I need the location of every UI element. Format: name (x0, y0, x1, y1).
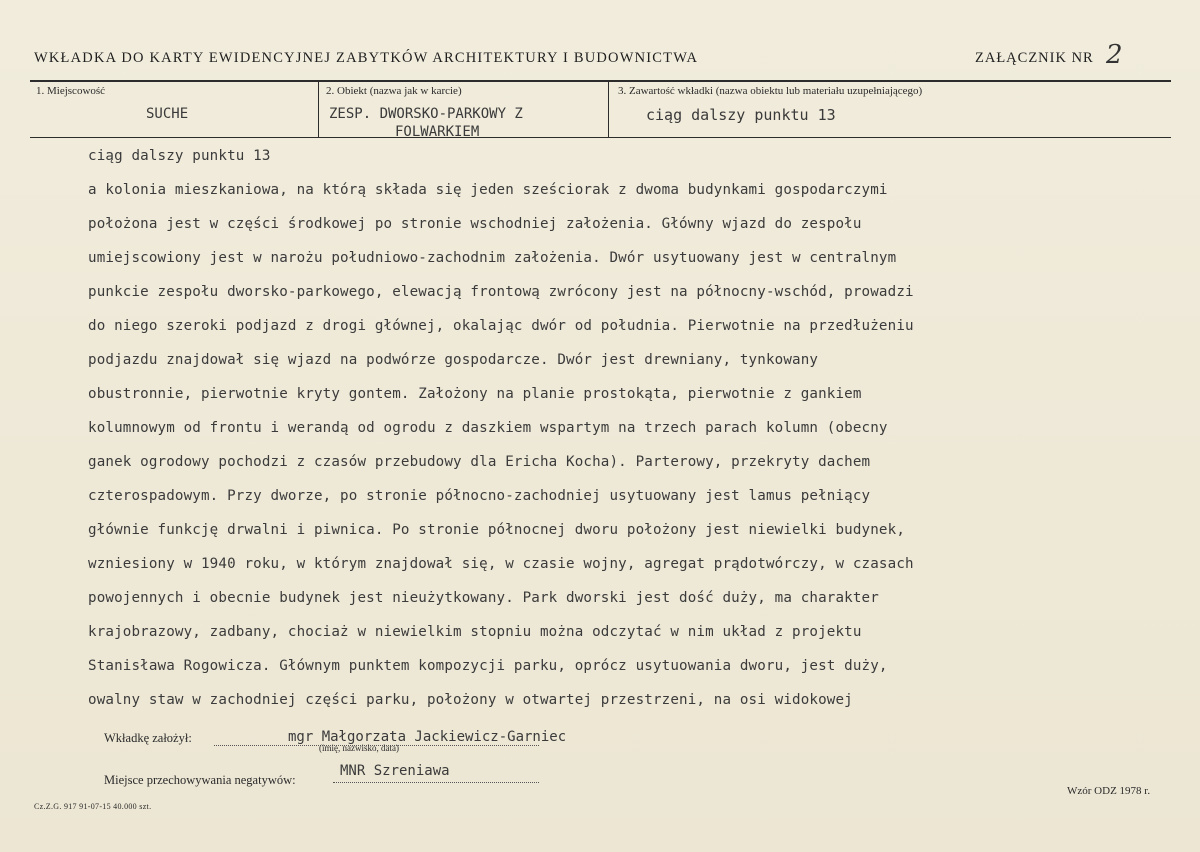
attachment-label: ZAŁĄCZNIK NR (975, 50, 1094, 66)
body-line: ganek ogrodowy pochodzi z czasów przebudowy dla Ericha Kocha). Parterowy, przekryty dachem (88, 454, 871, 470)
body-line: głównie funkcję drwalni i piwnica. Po stronie północnej dworu położony jest niewielki budynek, (88, 522, 906, 538)
body-line: wzniesiony w 1940 roku, w którym znajdował się, w czasie wojny, agregat prądotwórczy, w czasach (88, 556, 914, 572)
author-value: mgr Małgorzata Jackiewicz-Garniec (288, 729, 567, 745)
storage-value: MNR Szreniawa (340, 763, 450, 779)
body-line: Stanisława Rogowicza. Głównym punktem kompozycji parku, oprócz usytuowania dworu, jest duży, (88, 658, 888, 674)
place-value: SUCHE (146, 106, 189, 122)
body-line: umiejscowiony jest w narożu południowo-zachodnim założenia. Dwór usytuowany jest w centralnym (88, 250, 897, 266)
field-divider (318, 81, 319, 138)
author-hint: (imię, nazwisko, data) (319, 743, 399, 753)
storage-label: Miejsce przechowywania negatywów: (104, 773, 296, 787)
body-line: do niego szeroki podjazd z drogi głównej, okalając dwór od południa. Pierwotnie na przedłużeniu (88, 318, 914, 334)
body-line: krajobrazowy, zadbany, chociaż w niewielkim stopniu można odczytać w nim układ z projektu (88, 624, 862, 640)
attachment-number: 2 (1106, 40, 1123, 70)
content-label: 3. Zawartość wkładki (nazwa obiektu lub materiału uzupełniającego) (618, 85, 923, 97)
author-label: Wkładkę założył: (104, 731, 192, 745)
header-rule-bottom (30, 137, 1171, 138)
body-line: podjazdu znajdował się wjazd na podwórze gospodarcze. Dwór jest drewniany, tynkowany (88, 352, 819, 368)
place-label: 1. Miejscowość (36, 85, 106, 97)
body-line: ciąg dalszy punktu 13 (88, 148, 271, 164)
storage-dotted-line (333, 781, 539, 783)
body-line: a kolonia mieszkaniowa, na którą składa się jeden sześciorak z dwoma budynkami gospodarczymi (88, 182, 888, 198)
body-line: punkcie zespołu dworsko-parkowego, elewacją frontową zwrócony jest na północny-wschód, prowadzi (88, 284, 914, 300)
object-value-line1: ZESP. DWORSKO-PARKOWY Z (329, 106, 523, 122)
form-title: WKŁADKA DO KARTY EWIDENCYJNEJ ZABYTKÓW ARCHITEKTURY I BUDOWNICTWA (34, 50, 699, 66)
header-rule-top (30, 80, 1171, 82)
field-divider (608, 81, 609, 138)
object-label: 2. Obiekt (nazwa jak w karcie) (326, 85, 462, 97)
body-line: położona jest w części środkowej po stronie wschodniej założenia. Główny wjazd do zespołu (88, 216, 862, 232)
body-line: powojennych i obecnie budynek jest nieużytkowany. Park dworski jest dość duży, ma charakter (88, 590, 879, 606)
content-value: ciąg dalszy punktu 13 (646, 106, 836, 124)
print-info: Cz.Z.G. 917 91-07-15 40.000 szt. (34, 802, 152, 811)
body-line: czterospadowym. Przy dworze, po stronie północno-zachodniej usytuowany jest lamus pełniący (88, 488, 871, 504)
template-version: Wzór ODZ 1978 r. (1067, 785, 1151, 797)
body-line: obustronnie, pierwotnie kryty gontem. Założony na planie prostokąta, pierwotnie z gankiem (88, 386, 862, 402)
object-value-line2: FOLWARKIEM (395, 124, 480, 137)
body-line: kolumnowym od frontu i werandą od ogrodu z daszkiem wspartym na trzech parach kolumn (obecny (88, 420, 888, 436)
body-line: owalny staw w zachodniej części parku, położony w otwartej przestrzeni, na osi widokowej (88, 692, 853, 708)
